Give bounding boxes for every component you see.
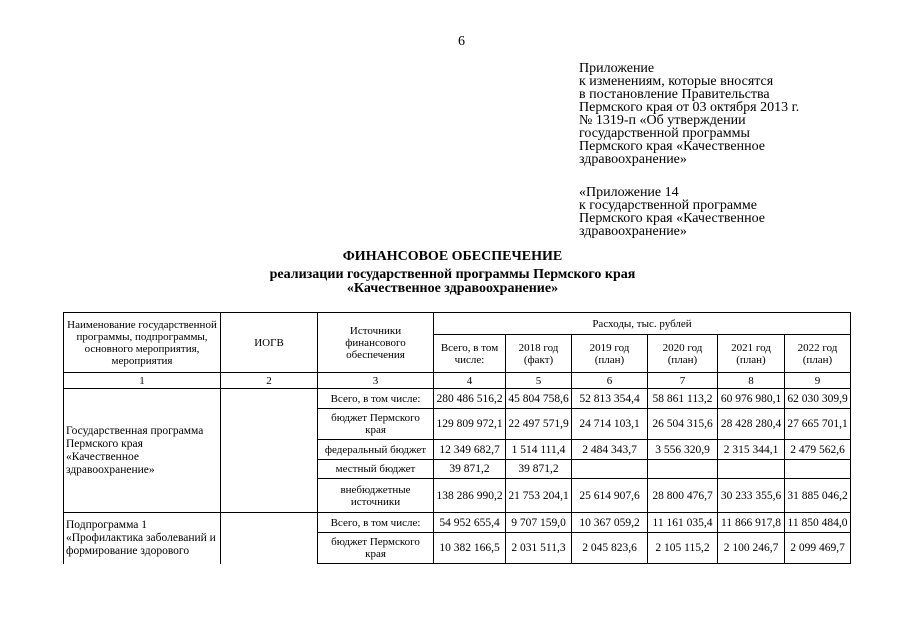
value-cell: 25 614 907,6 <box>572 479 648 513</box>
appendix-line: Пермского края «Качественное <box>579 211 765 226</box>
source-cell: внебюджетные источники <box>318 479 434 513</box>
appendix-line: Пермского края от 03 октября 2013 г. <box>579 100 800 115</box>
value-cell: 30 233 355,6 <box>718 479 785 513</box>
column-number: 7 <box>648 373 718 389</box>
value-cell: 21 753 204,1 <box>506 479 572 513</box>
value-cell: 2 105 115,2 <box>648 533 718 564</box>
appendix-line: Приложение <box>579 61 655 76</box>
value-cell: 62 030 309,9 <box>785 389 851 409</box>
program-iogv <box>221 389 318 513</box>
value-cell: 11 161 035,4 <box>648 513 718 533</box>
appendix-line: в постановление Правительства <box>579 87 770 102</box>
header-2022: 2022 год (план) <box>785 335 851 373</box>
source-cell: Всего, в том числе: <box>318 389 434 409</box>
value-cell: 26 504 315,6 <box>648 409 718 440</box>
value-cell: 27 665 701,1 <box>785 409 851 440</box>
document-subtitle-program: «Качественное здравоохранение» <box>346 281 559 296</box>
value-cell: 60 976 980,1 <box>718 389 785 409</box>
column-number: 2 <box>221 373 318 389</box>
header-2019: 2019 год (план) <box>572 335 648 373</box>
appendix-line: здравоохранение» <box>579 224 687 239</box>
header-2018: 2018 год (факт) <box>506 335 572 373</box>
program-name: Государственная программа Пермского края «Качественное здравоохранение» <box>64 389 221 513</box>
value-cell: 2 099 469,7 <box>785 533 851 564</box>
value-cell: 2 315 344,1 <box>718 440 785 460</box>
value-cell: 45 804 758,6 <box>506 389 572 409</box>
value-cell: 12 349 682,7 <box>434 440 506 460</box>
source-cell: бюджет Пермского края <box>318 533 434 564</box>
value-cell: 3 556 320,9 <box>648 440 718 460</box>
value-cell: 138 286 990,2 <box>434 479 506 513</box>
source-cell: местный бюджет <box>318 460 434 479</box>
value-cell: 28 428 280,4 <box>718 409 785 440</box>
page-number: 6 <box>458 34 465 49</box>
value-cell: 2 100 246,7 <box>718 533 785 564</box>
header-sources: Источники финансового обеспечения <box>318 313 434 373</box>
value-cell <box>572 460 648 479</box>
value-cell: 58 861 113,2 <box>648 389 718 409</box>
value-cell: 39 871,2 <box>434 460 506 479</box>
appendix-line: к изменениям, которые вносятся <box>579 74 774 89</box>
header-iogv: ИОГВ <box>221 313 318 373</box>
column-number: 6 <box>572 373 648 389</box>
value-cell: 2 479 562,6 <box>785 440 851 460</box>
value-cell: 2 031 511,3 <box>506 533 572 564</box>
value-cell: 22 497 571,9 <box>506 409 572 440</box>
appendix-header <box>579 62 879 238</box>
subprogram-iogv <box>221 513 318 564</box>
value-cell: 39 871,2 <box>506 460 572 479</box>
value-cell: 24 714 103,1 <box>572 409 648 440</box>
table-row <box>64 389 851 409</box>
appendix-line: «Приложение 14 <box>579 185 679 200</box>
value-cell: 1 514 111,4 <box>506 440 572 460</box>
column-number: 9 <box>785 373 851 389</box>
source-cell: бюджет Пермского края <box>318 409 434 440</box>
appendix-line: государственной программы <box>579 126 750 141</box>
financing-table <box>63 312 851 564</box>
header-2020: 2020 год (план) <box>648 335 718 373</box>
value-cell: 11 850 484,0 <box>785 513 851 533</box>
document-subtitle: реализации государственной программы Пермского края <box>269 267 636 282</box>
header-2021: 2021 год (план) <box>718 335 785 373</box>
value-cell: 10 382 166,5 <box>434 533 506 564</box>
value-cell: 54 952 655,4 <box>434 513 506 533</box>
header-total: Всего, в том числе: <box>434 335 506 373</box>
value-cell: 11 866 917,8 <box>718 513 785 533</box>
appendix-line: Пермского края «Качественное <box>579 139 765 154</box>
document-title: ФИНАНСОВОЕ ОБЕСПЕЧЕНИЕ <box>342 249 563 264</box>
value-cell: 10 367 059,2 <box>572 513 648 533</box>
column-number: 1 <box>64 373 221 389</box>
value-cell: 31 885 046,2 <box>785 479 851 513</box>
appendix-line: к государственной программе <box>579 198 757 213</box>
subprogram-name: Подпрограмма 1 «Профилактика заболеваний и формирование здорового <box>64 513 221 564</box>
appendix-line: здравоохранение» <box>579 152 687 167</box>
value-cell: 52 813 354,4 <box>572 389 648 409</box>
value-cell <box>718 460 785 479</box>
value-cell <box>785 460 851 479</box>
value-cell <box>648 460 718 479</box>
value-cell: 2 045 823,6 <box>572 533 648 564</box>
value-cell: 28 800 476,7 <box>648 479 718 513</box>
source-cell: Всего, в том числе: <box>318 513 434 533</box>
value-cell: 9 707 159,0 <box>506 513 572 533</box>
source-cell: федеральный бюджет <box>318 440 434 460</box>
appendix-line: № 1319-п «Об утверждении <box>579 113 746 128</box>
value-cell: 129 809 972,1 <box>434 409 506 440</box>
value-cell: 280 486 516,2 <box>434 389 506 409</box>
table-row <box>64 513 851 533</box>
column-number: 4 <box>434 373 506 389</box>
header-expenses: Расходы, тыс. рублей <box>434 313 851 335</box>
header-name: Наименование государственной программы, подпрограммы, основного мероприятия, мероприятия <box>64 313 221 373</box>
column-number: 3 <box>318 373 434 389</box>
value-cell: 2 484 343,7 <box>572 440 648 460</box>
column-number: 8 <box>718 373 785 389</box>
column-number: 5 <box>506 373 572 389</box>
